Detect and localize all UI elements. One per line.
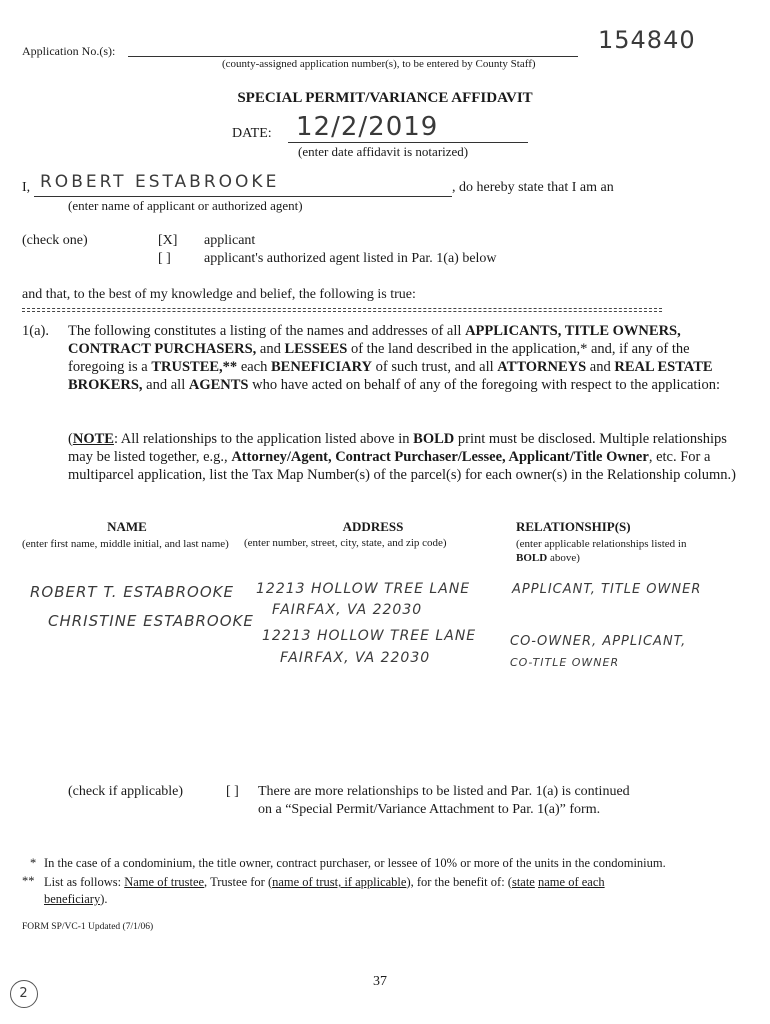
continued-text-line-1: There are more relationships to be listed and Par. 1(a) is continued — [258, 784, 630, 799]
agent-checkbox[interactable]: [ ] — [158, 251, 171, 266]
note-paragraph: (NOTE: All relationships to the application listed above in BOLD print must be disclosed. Multiple relationships may be listed together, e.g., Attorney/Agent, Contract Purchaser/Lessee, Applicant/Title Owner, etc. For a multiparcel application, list the Tax Map Number(s) of the parcel(s) for each owner(s) in the Relationship column.) — [68, 431, 736, 483]
date-value: 12/2/2019 — [296, 112, 439, 142]
continued-checkbox[interactable]: [ ] — [226, 784, 239, 799]
footnote-2-text: List as follows: Name of trustee, Trustee for (name of trust, if applicable), for the benefit of: (state name of each beneficiary). — [44, 875, 605, 906]
page-title: SPECIAL PERMIT/VARIANCE AFFIDAVIT — [237, 90, 533, 106]
application-no-label: Application No.(s): — [22, 44, 116, 58]
address-column-hint: (enter number, street, city, state, and zip code) — [244, 537, 447, 549]
agent-option-label: applicant's authorized agent listed in Par. 1(a) below — [204, 251, 497, 266]
continued-text-line-2: on a “Special Permit/Variance Attachment to Par. 1(a)” form. — [258, 802, 601, 817]
statement-name-line — [34, 196, 452, 197]
table-row-address-1: 12213 HOLLOW TREE LANE — [256, 581, 471, 597]
dashed-divider — [22, 308, 662, 309]
footnote-1-text: In the case of a condominium, the title owner, contract purchaser, or lessee of 10% or more of the units in the condominium. — [44, 856, 666, 870]
table-row-relationship-continued: CO-TITLE OWNER — [510, 656, 620, 669]
page-number: 37 — [373, 974, 387, 989]
par-1a-text: The following constitutes a listing of the names and addresses of all APPLICANTS, TITLE OWNERS, CONTRACT PURCHASERS, and LESSEES of the land described in the application,* and, if any of the foregoing is a TRUSTEE,** each BENEFICIARY of such trust, and all ATTORNEYS and REAL ESTATE BROKERS, and all AGENTS who have acted on behalf of any of the foregoing with respect to the application: — [68, 323, 720, 393]
par-1a-number: 1(a). — [22, 323, 49, 339]
table-row-relationship: CO-OWNER, APPLICANT, — [510, 634, 687, 649]
relationship-column-header: RELATIONSHIP(S) — [516, 519, 631, 534]
footnote-1-mark: * — [30, 856, 37, 870]
statement-prefix: I, — [22, 180, 31, 195]
table-row-relationship: APPLICANT, TITLE OWNER — [512, 582, 702, 597]
date-line — [288, 142, 528, 143]
table-row-name: CHRISTINE ESTABROOKE — [48, 612, 254, 630]
name-column-header: NAME — [107, 519, 147, 534]
table-row-address-2: FAIRFAX, VA 22030 — [280, 650, 431, 666]
date-hint: (enter date affidavit is notarized) — [298, 144, 469, 159]
table-row-address-1: 12213 HOLLOW TREE LANE — [262, 628, 477, 644]
date-label: DATE: — [232, 126, 272, 141]
relationship-column-hint: (enter applicable relationships listed in BOLD above) — [516, 538, 687, 564]
belief-statement: and that, to the best of my knowledge and belief, the following is true: — [22, 287, 416, 302]
dashed-divider-2 — [22, 311, 662, 312]
applicant-checkbox[interactable]: [X] — [158, 233, 178, 248]
statement-suffix: , do hereby state that I am an — [452, 180, 614, 195]
table-row-address-2: FAIRFAX, VA 22030 — [272, 602, 423, 618]
applicant-option-label: applicant — [204, 233, 256, 248]
application-no-hint: (county-assigned application number(s), to be entered by County Staff) — [222, 58, 536, 70]
statement-name-value: ROBERT ESTABROOKE — [40, 172, 280, 192]
name-column-hint: (enter first name, middle initial, and last name) — [22, 538, 229, 550]
check-one-label: (check one) — [22, 233, 88, 248]
table-row-name: ROBERT T. ESTABROOKE — [30, 583, 234, 601]
statement-hint: (enter name of applicant or authorized agent) — [68, 198, 303, 213]
address-column-header: ADDRESS — [342, 519, 404, 534]
application-no-line — [128, 56, 578, 57]
continued-check-label: (check if applicable) — [68, 784, 184, 799]
form-identifier: FORM SP/VC-1 Updated (7/1/06) — [22, 922, 154, 932]
footnote-2-mark: ** — [22, 874, 35, 888]
corner-circled-mark: 2 — [10, 980, 38, 1008]
application-no-value: 154840 — [598, 26, 696, 54]
